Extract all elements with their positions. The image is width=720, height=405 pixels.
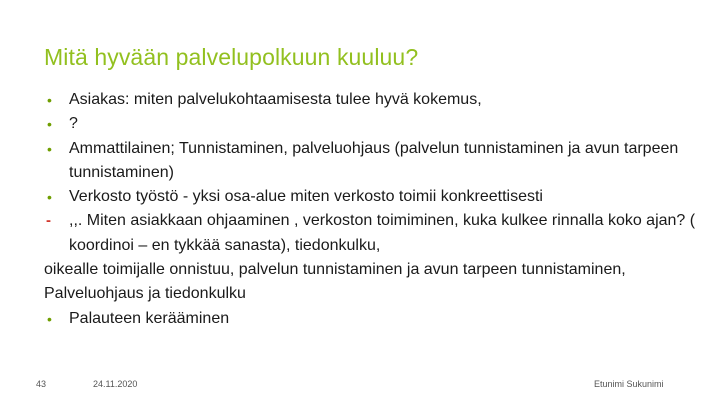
footer-author: Etunimi Sukunimi	[594, 379, 664, 389]
bullet-item	[44, 88, 704, 112]
bullet-marker: •	[47, 116, 52, 133]
bullet-marker: •	[47, 310, 52, 327]
slide-body	[44, 88, 704, 331]
bullet-item	[44, 307, 704, 331]
continuation-text: oikealle toimijalle onnistuu, palvelun tunnistaminen ja avun tarpeen tunnistaminen, Palveluohjaus ja tiedonkulku	[44, 261, 626, 303]
bullet-text: Ammattilainen; Tunnistaminen, palveluohjaus (palvelun tunnistaminen ja avun tarpeen tunnistaminen)	[69, 139, 679, 181]
slide-title: Mitä hyvään palvelupolkuun kuuluu?	[44, 44, 419, 70]
bullet-text: ?	[69, 115, 78, 133]
bullet-marker: •	[47, 140, 52, 157]
bullet-text: Verkosto työstö - yksi osa-alue miten verkosto toimii konkreettisesti	[69, 188, 543, 206]
bullet-marker: •	[47, 189, 52, 206]
dash-marker: -	[46, 212, 51, 230]
bullet-text: Asiakas: miten palvelukohtaamisesta tulee hyvä kokemus,	[69, 91, 482, 108]
bullet-item	[44, 185, 704, 209]
dash-item	[44, 209, 704, 258]
page-number: 43	[36, 379, 47, 389]
footer-date: 24.11.2020	[93, 379, 138, 389]
bullet-item	[44, 137, 704, 186]
bullet-text: Palauteen kerääminen	[69, 309, 230, 327]
bullet-marker: •	[47, 92, 52, 108]
bullet-text: ,,. Miten asiakkaan ohjaaminen , verkoston toimiminen, kuka kulkee rinnalla koko ajan? ( koordinoi – en tykkää sanasta), tiedonkulku,	[69, 212, 696, 254]
bullet-item	[44, 112, 704, 136]
